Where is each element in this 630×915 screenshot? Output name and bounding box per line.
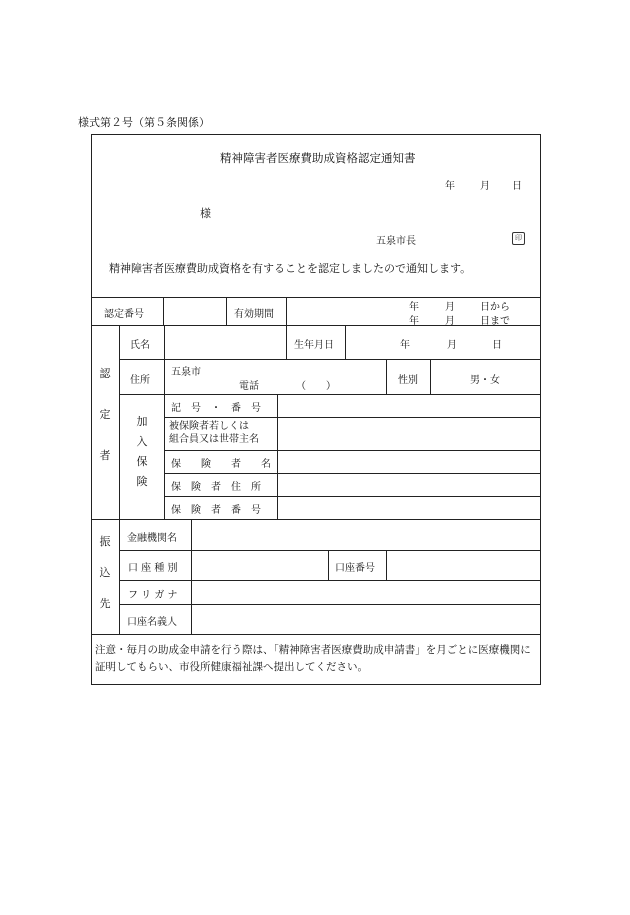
name-field[interactable] [165,326,285,358]
bank-name-label: 金融機関名 [127,533,177,544]
cert-number-label: 認定番号 [104,309,144,320]
divider [119,325,120,634]
insured-name-label: 被保険者若しくは 組合員又は世帯主名 [169,421,259,445]
divider [164,417,541,418]
seal-icon: 印 [512,232,525,245]
divider [164,496,541,497]
validity-label: 有効期間 [234,309,274,320]
birthdate-label: 生年月日 [294,340,334,351]
divider [119,359,541,360]
divider [430,359,431,394]
divider [345,325,346,359]
gender-value[interactable]: 男・女 [470,375,500,386]
divider [226,297,227,325]
insurer-address-label: 保 険 者 住 所 [171,482,261,493]
divider [277,394,278,519]
account-type-field[interactable] [192,551,327,579]
account-number-label: 口座番号 [335,563,375,574]
symbol-number-label: 記 号 ・ 番 号 [171,403,261,414]
insurance-label: 加 入 保 険 [136,415,148,488]
cert-number-field[interactable] [164,298,226,325]
divider [91,634,541,635]
account-holder-field[interactable] [192,605,540,633]
divider [286,297,287,359]
divider [328,550,329,580]
divider [386,359,387,394]
divider [164,473,541,474]
account-number-field[interactable] [387,551,540,579]
gender-label: 性別 [398,375,418,386]
insurer-name-label: 保 険 者 名 [171,459,271,470]
account-holder-label: 口座名義人 [127,617,177,628]
notice-note: 注意・毎月の助成金申請を行う際は、「精神障害者医療費助成申請書」を月ごとに医療機関に証明してもらい、市役所健康福祉課へ提出してください。 [95,644,531,673]
divider [91,325,541,326]
certified-person-label: 認 定 者 [99,367,111,462]
phone-label: 電話 [239,381,259,392]
furigana-label: フ リ ガ ナ [128,590,178,601]
recipient-suffix: 様 [200,207,211,220]
transfer-destination-label: 振 込 先 [99,535,111,610]
issuer-name: 五泉市長 [376,236,416,247]
address-label: 住所 [130,375,150,386]
divider [164,450,541,451]
document-title: 精神障害者医療費助成資格認定通知書 [220,151,416,165]
name-label: 氏名 [130,340,150,351]
divider [91,297,541,298]
divider [164,394,165,519]
form-number: 様式第２号（第５条関係） [78,116,210,129]
address-city: 五泉市 [171,367,201,378]
furigana-field[interactable] [192,581,540,603]
divider [119,394,541,395]
bank-name-field[interactable] [192,520,540,549]
insurer-number-label: 保 険 者 番 号 [171,505,261,516]
notice-message: 精神障害者医療費助成資格を有することを認定しましたので通知します。 [109,262,472,275]
phone-field[interactable]: （ ） [296,381,336,392]
account-type-label: 口 座 種 別 [128,563,178,574]
